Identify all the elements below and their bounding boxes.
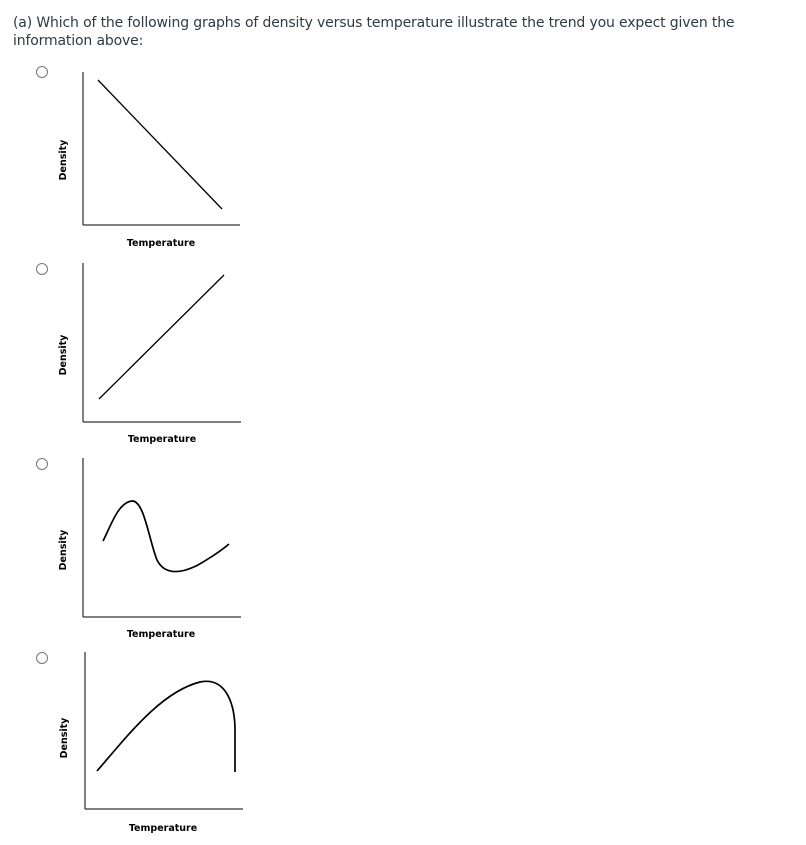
x-axis-label: Temperature (127, 434, 197, 445)
x-axis-label: Temperature (126, 238, 196, 249)
question-text: (a) Which of the following graphs of density versus temperature illustrate the trend you expect given the information above: (13, 15, 735, 49)
x-axis-label: Temperature (126, 629, 196, 640)
graph-option-3 (0, 458, 260, 648)
density-curve (97, 681, 235, 772)
answer-option-3[interactable] (0, 458, 806, 648)
answer-option-2[interactable] (0, 263, 806, 453)
y-axis-label: Density (58, 139, 69, 181)
graph-option-2 (0, 263, 260, 453)
answer-option-1[interactable] (0, 66, 806, 256)
y-axis-label: Density (58, 334, 69, 376)
graph-option-1 (0, 66, 260, 256)
y-axis-label: Density (58, 529, 69, 571)
density-curve (99, 275, 224, 399)
density-curve (103, 501, 229, 572)
x-axis-label: Temperature (128, 823, 198, 834)
graph-option-4 (0, 652, 260, 842)
y-axis-label: Density (59, 717, 70, 759)
density-curve (98, 80, 222, 209)
answer-option-4[interactable] (0, 652, 806, 842)
